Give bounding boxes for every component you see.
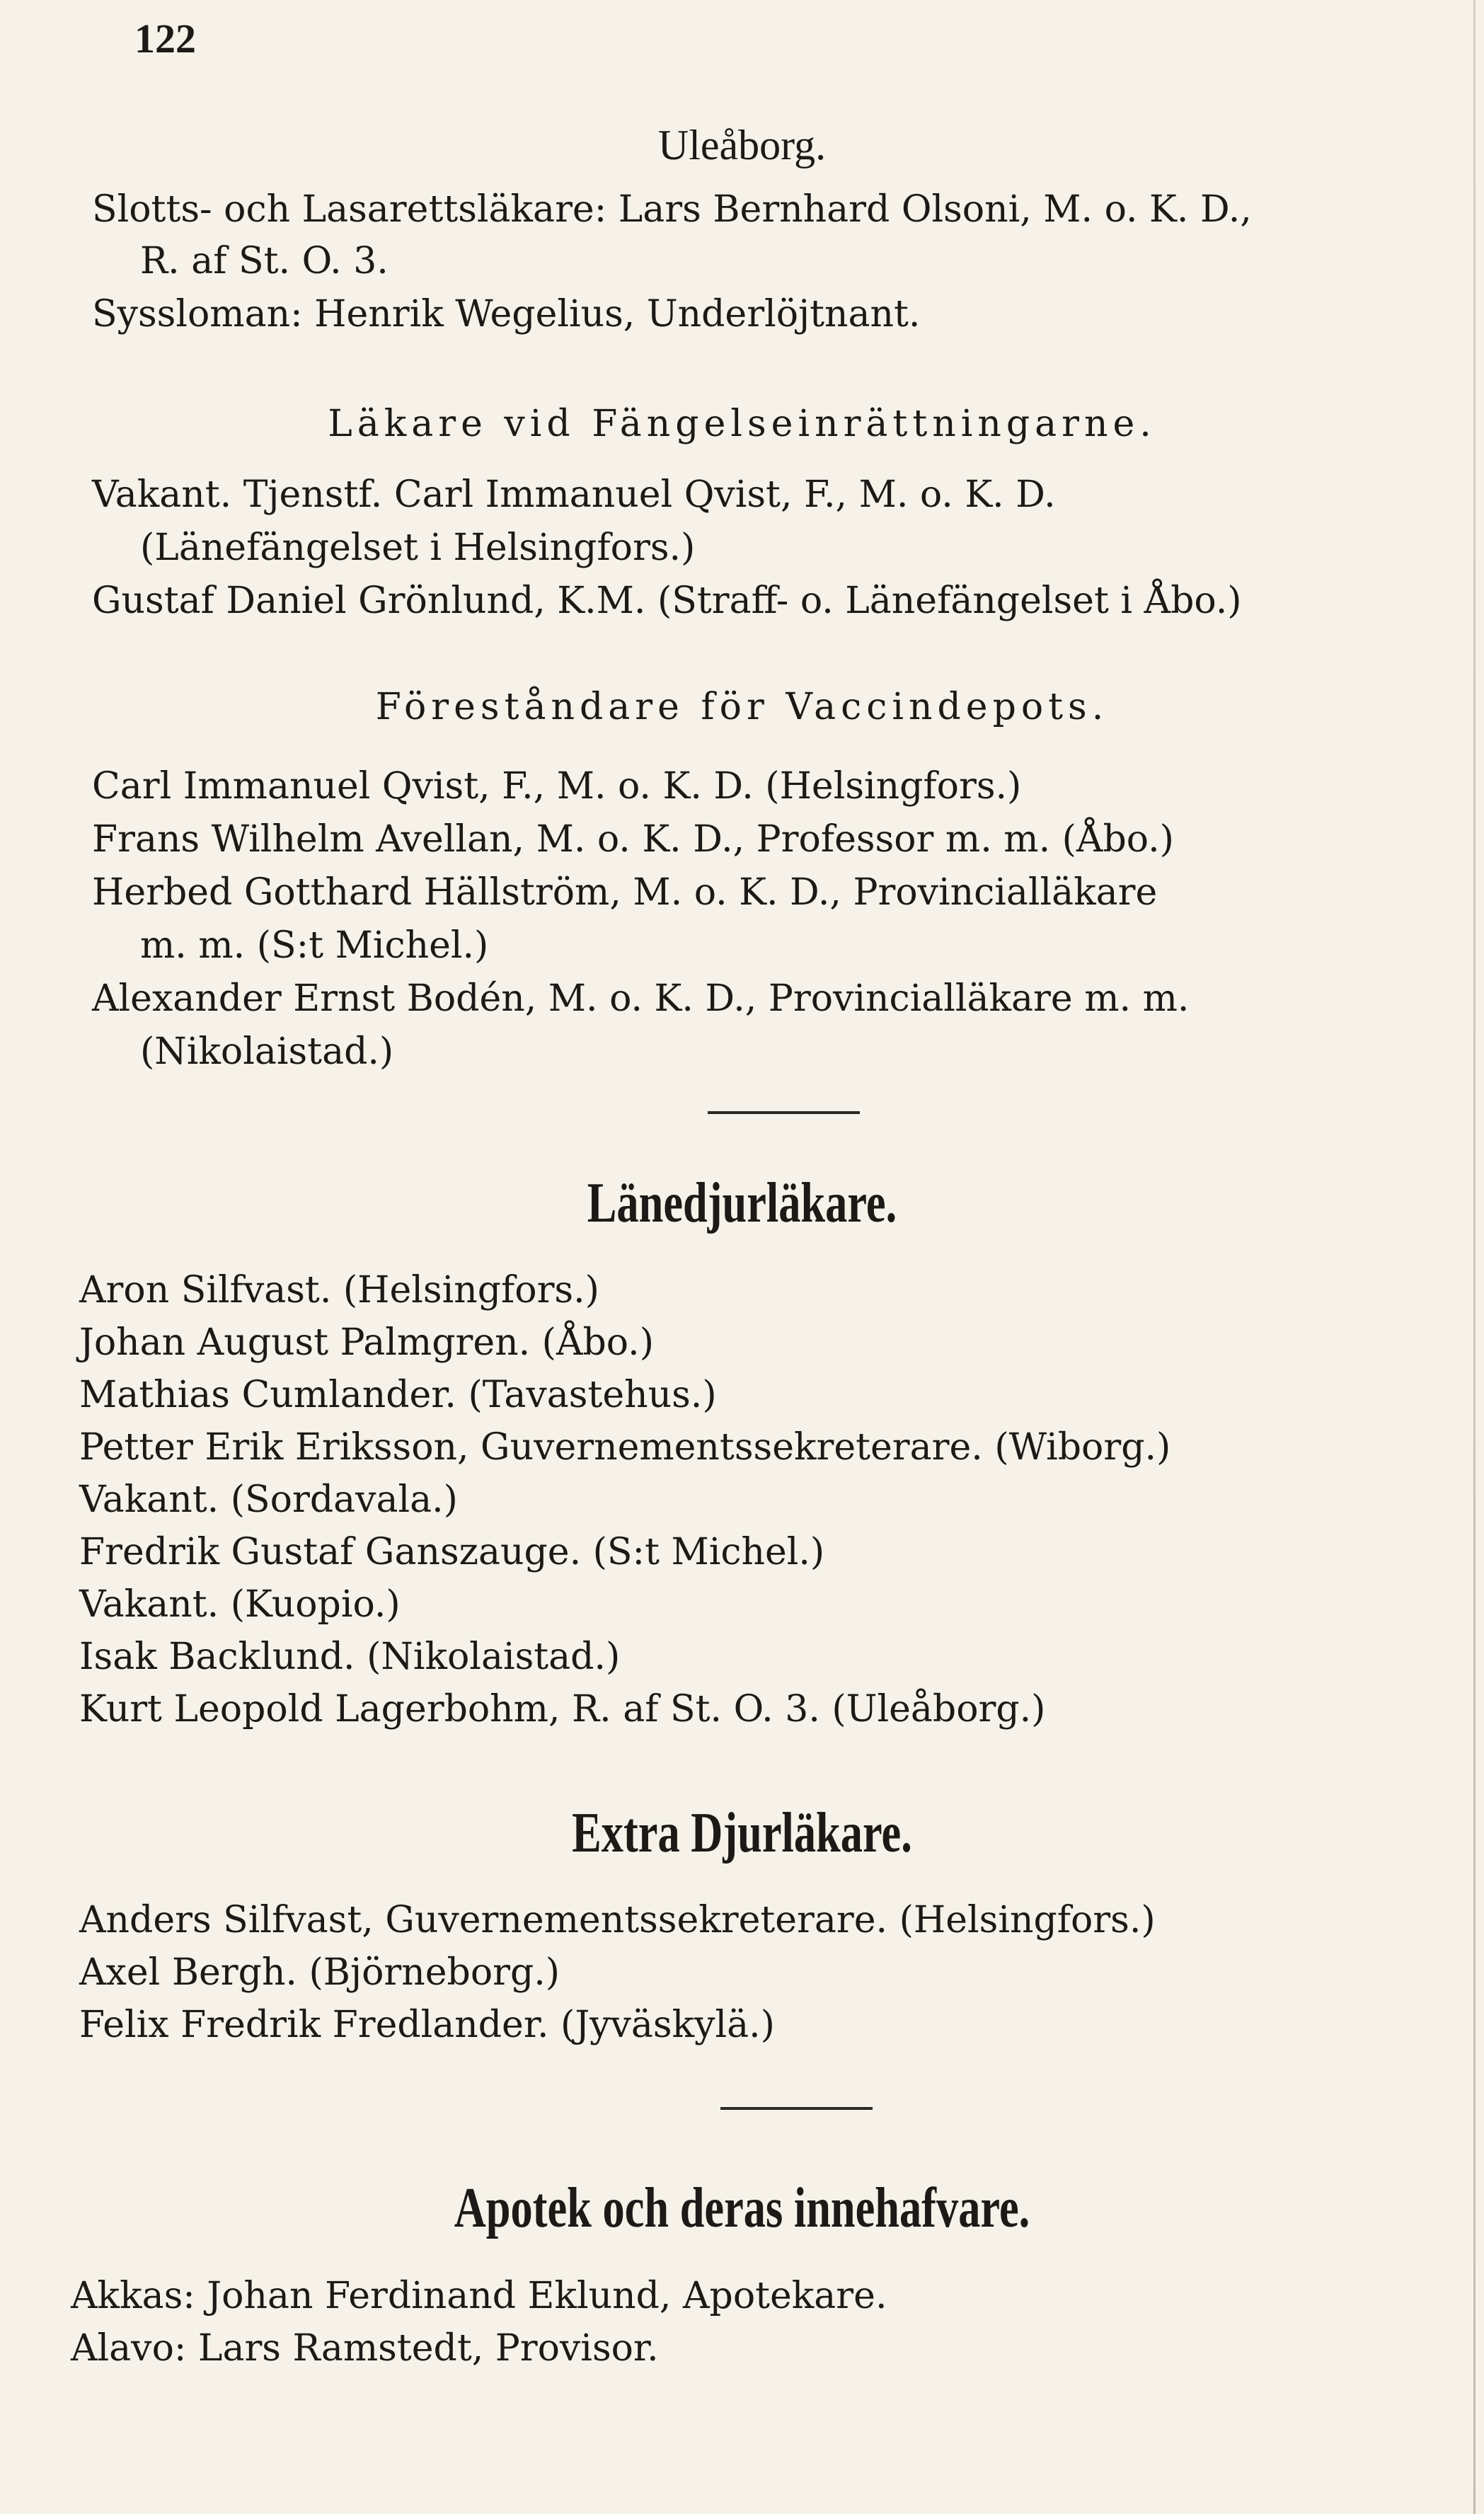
page-number: 122 (134, 16, 196, 62)
text-line: Vakant. (Sordavala.) (79, 1479, 458, 1521)
text-line: Syssloman: Henrik Wegelius, Underlöjtnant. (92, 293, 921, 335)
text-line: Slotts- och Lasarettsläkare: Lars Bernhard Olsoni, M. o. K. D., (92, 188, 1252, 231)
page-edge (1473, 0, 1476, 2514)
text-line: Alexander Ernst Bodén, M. o. K. D., Provincialläkare m. m. (92, 977, 1190, 1020)
text-line: Gustaf Daniel Grönlund, K.M. (Straff- o. Länefängelset i Åbo.) (92, 580, 1242, 622)
text-line: Alavo: Lars Ramstedt, Provisor. (71, 2327, 659, 2370)
text-line: Frans Wilhelm Avellan, M. o. K. D., Professor m. m. (Åbo.) (92, 818, 1174, 861)
text-line: Fredrik Gustaf Ganszauge. (S:t Michel.) (79, 1531, 825, 1573)
text-line: Vakant. Tjenstf. Carl Immanuel Qvist, F., M. o. K. D. (92, 473, 1056, 516)
text-line: R. af St. O. 3. (140, 240, 389, 282)
text-line: Kurt Leopold Lagerbohm, R. af St. O. 3. (Uleåborg.) (79, 1688, 1046, 1730)
divider (720, 2107, 873, 2110)
section-heading: Extra Djurläkare. (572, 1802, 912, 1864)
text-line: Felix Fredrik Fredlander. (Jyväskylä.) (79, 2004, 775, 2046)
text-line: Vakant. (Kuopio.) (79, 1583, 401, 1626)
text-line: Axel Bergh. (Björneborg.) (79, 1951, 560, 1994)
text-line: (Länefängelset i Helsingfors.) (140, 527, 696, 569)
text-line: m. m. (S:t Michel.) (140, 924, 489, 967)
text-line: Mathias Cumlander. (Tavastehus.) (79, 1374, 717, 1416)
place-heading: Uleåborg. (657, 122, 827, 168)
text-line: (Nikolaistad.) (140, 1031, 394, 1073)
text-line: Aron Silfvast. (Helsingfors.) (79, 1269, 599, 1311)
text-line: Akkas: Johan Ferdinand Eklund, Apotekare. (71, 2275, 887, 2317)
section-title: Föreståndare för Vaccindepots. (375, 686, 1109, 728)
text-line: Johan August Palmgren. (Åbo.) (79, 1321, 654, 1364)
section-heading: Apotek och deras innehafvare. (454, 2177, 1030, 2239)
section-title: Läkare vid Fängelseinrättningarne. (328, 403, 1156, 445)
text-line: Anders Silfvast, Guvernementssekreterare. (Helsingfors.) (79, 1899, 1156, 1941)
text-line: Isak Backlund. (Nikolaistad.) (79, 1636, 621, 1678)
divider (708, 1111, 860, 1114)
text-line: Herbed Gotthard Hällström, M. o. K. D., Provincialläkare (92, 871, 1158, 914)
section-heading: Länedjurläkare. (587, 1172, 897, 1234)
text-line: Carl Immanuel Qvist, F., M. o. K. D. (Helsingfors.) (92, 765, 1022, 808)
text-line: Petter Erik Eriksson, Guvernementssekreterare. (Wiborg.) (79, 1426, 1171, 1469)
